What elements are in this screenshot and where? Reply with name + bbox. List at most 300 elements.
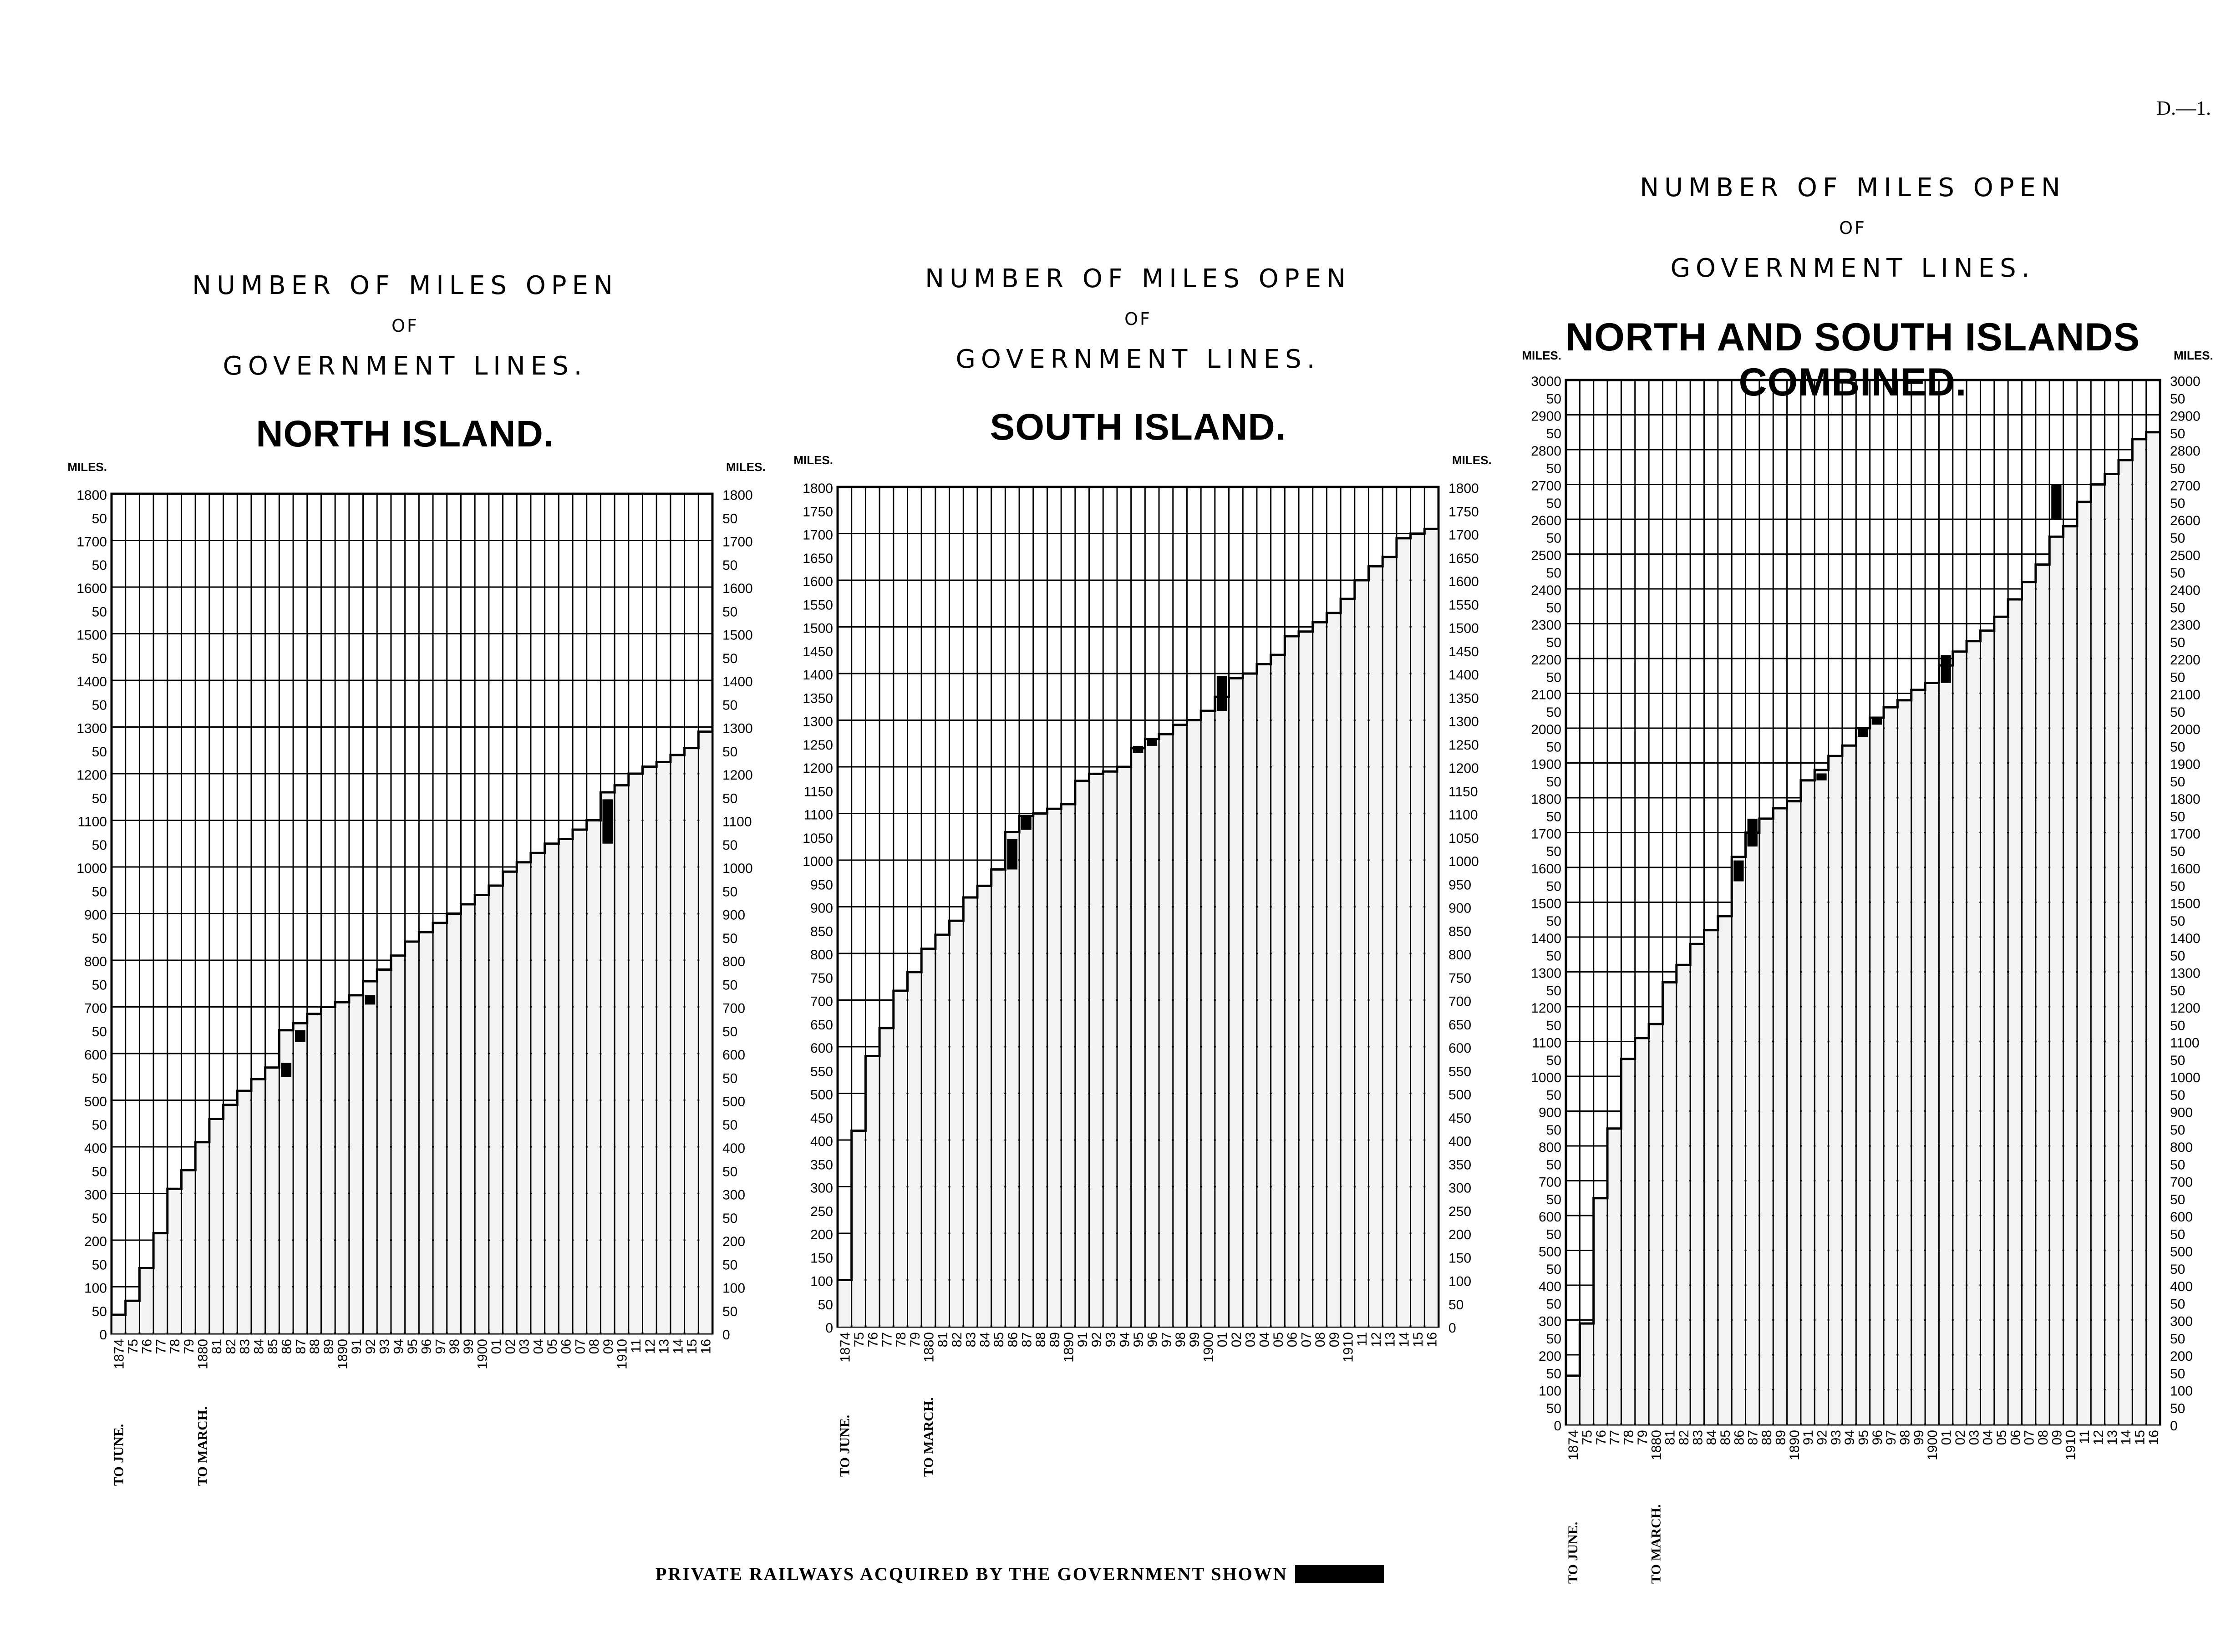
ytick-left: 50 [1546,1331,1561,1347]
ytick-left: 1300 [76,721,107,736]
bar [1774,808,1786,1424]
xtick-label: 81 [1662,1430,1678,1445]
ytick-right: 50 [2170,391,2185,407]
ytick-right: 1800 [2170,792,2201,807]
ytick-right: 1500 [1448,621,1479,636]
ytick-left: 500 [84,1094,107,1110]
ytick-left: 1500 [803,621,833,636]
ytick-right: 1200 [1448,761,1479,776]
xtick-label: 93 [1103,1332,1118,1348]
xtick-label: 77 [1607,1430,1623,1445]
ytick-left: 150 [810,1251,833,1266]
ytick-right: 600 [1448,1041,1472,1056]
xtick-label: 86 [1005,1332,1021,1348]
ytick-right: 50 [722,1304,738,1319]
xtick-label: 1880 [1649,1430,1664,1460]
ytick-right: 500 [1448,1087,1472,1103]
xtick-label: 98 [1173,1332,1189,1348]
ytick-right: 2500 [2170,548,2201,563]
xtick-label: 04 [1980,1430,1996,1445]
ytick-left: 50 [1546,704,1561,720]
xtick-label: 86 [279,1339,295,1354]
ytick-right: 1800 [722,488,753,503]
xtick-label: 11 [1355,1332,1370,1347]
ytick-right: 150 [1448,1251,1472,1266]
ytick-left: 50 [1546,461,1561,476]
xtick-label: 94 [391,1339,407,1354]
ytick-left: 750 [810,971,833,986]
xtick-label: 99 [1187,1332,1202,1348]
ytick-right: 0 [722,1328,730,1343]
ytick-right: 2800 [2170,444,2201,459]
ytick-left: 2600 [1531,513,1561,528]
ytick-left: 50 [1546,635,1561,650]
xtick-label: 79 [907,1332,923,1348]
bar [1636,1038,1648,1424]
ytick-left: 50 [91,931,107,946]
ytick-left: 100 [1538,1383,1561,1399]
ytick-right: 50 [2170,913,2185,929]
xtick-label: 78 [894,1332,909,1348]
bar [1898,700,1910,1424]
ytick-right: 1750 [1448,504,1479,520]
ytick-right: 50 [2170,1053,2185,1068]
ytick-left: 1800 [1531,792,1561,807]
ytick-left: 300 [810,1181,833,1196]
xtick-label: 79 [181,1339,197,1354]
xtick-label: 92 [1814,1430,1830,1445]
ytick-right: 0 [1448,1321,1456,1336]
ytick-right: 600 [722,1048,746,1063]
xtick-label: 89 [1773,1430,1789,1445]
xtick-label: 95 [1131,1332,1146,1348]
xtick-label: 97 [433,1339,448,1354]
bar [1981,631,1993,1424]
bar [2119,460,2131,1424]
xtick-label: 82 [223,1339,239,1354]
ytick-left: 50 [1546,1088,1561,1103]
yaxis-label-left: MILES. [793,453,833,467]
xtick-label: 94 [1842,1430,1858,1445]
heading-line-2: OF [391,316,419,336]
ytick-left: 2400 [1531,583,1561,598]
ytick-left: 50 [91,1257,107,1273]
ytick-left: 950 [810,877,833,893]
bar [1622,1059,1634,1424]
ytick-right: 1400 [722,674,753,689]
xtick-label: 99 [461,1339,476,1354]
ytick-left: 50 [1546,670,1561,685]
ytick-left: 50 [1546,844,1561,859]
xtick-label: 14 [671,1339,686,1354]
ytick-left: 800 [810,948,833,963]
ytick-right: 1500 [722,628,753,643]
ytick-right: 50 [722,1071,738,1086]
ytick-left: 1050 [803,831,833,846]
ytick-right: 50 [722,1211,738,1226]
ytick-right: 1200 [722,768,753,783]
xtick-label: 79 [1635,1430,1650,1445]
xtick-label: 1890 [1787,1430,1802,1460]
ytick-right: 50 [2170,740,2185,755]
ytick-right: 2200 [2170,653,2201,668]
ytick-left: 50 [91,1304,107,1319]
ytick-right: 50 [2170,809,2185,825]
acquired-block [1748,819,1758,846]
ytick-right: 50 [2170,635,2185,650]
ytick-left: 2000 [1531,722,1561,737]
xtick-label: 09 [1327,1332,1342,1348]
ytick-right: 1550 [1448,598,1479,613]
ytick-right: 2600 [2170,513,2201,528]
ytick-left: 50 [1546,531,1561,546]
xtick-label: 99 [1911,1430,1926,1445]
xtick-label: 1880 [921,1332,937,1363]
xtick-label: 15 [2132,1430,2148,1445]
ytick-left: 1600 [803,574,833,589]
xtick-label: 02 [503,1339,518,1354]
xtick-label: 78 [168,1339,183,1354]
xtick-label: 06 [2008,1430,2023,1445]
ytick-left: 650 [810,1017,833,1033]
chart-title-north: NORTH ISLAND. [256,413,554,455]
ytick-right: 50 [722,978,738,993]
ytick-left: 1800 [76,488,107,503]
legend [656,1563,1384,1585]
ytick-left: 1300 [1531,966,1561,981]
xtick-label: 14 [1397,1332,1412,1348]
acquired-block [1816,773,1826,780]
xtick-label: 83 [963,1332,979,1348]
ytick-right: 1650 [1448,551,1479,566]
xtick-label: 12 [2091,1430,2106,1445]
ytick-left: 1800 [803,481,833,496]
xtick-label: 98 [447,1339,462,1354]
xtick-label: 75 [1580,1430,1595,1445]
ytick-right: 50 [2170,670,2185,685]
xtick-label: 89 [1047,1332,1062,1348]
chart-title-south: SOUTH ISLAND. [990,406,1286,448]
ytick-left: 50 [91,651,107,666]
bar [1995,617,2007,1424]
ytick-right: 200 [722,1234,746,1249]
xtick-label: 01 [1215,1332,1230,1348]
ytick-right: 400 [722,1141,746,1156]
xtick-label: 1874 [838,1332,853,1363]
bar [1857,728,1869,1424]
ytick-left: 800 [1538,1140,1561,1155]
xtick-label: 76 [865,1332,881,1348]
ytick-right: 650 [1448,1017,1472,1033]
ytick-left: 850 [810,924,833,939]
xtick-label: 81 [209,1339,225,1354]
ytick-right: 50 [2170,600,2185,616]
ytick-left: 50 [1546,1297,1561,1312]
xtick-label: 03 [517,1339,532,1354]
ytick-left: 50 [1546,600,1561,616]
xtick-label: 03 [1967,1430,1982,1445]
ytick-left: 50 [91,1024,107,1039]
ytick-left: 1200 [1531,1001,1561,1016]
xtick-label: 1900 [475,1339,490,1369]
bar [1677,965,1689,1424]
ytick-right: 1350 [1448,691,1479,706]
xtick-label: 96 [419,1339,434,1354]
ytick-right: 50 [2170,948,2185,964]
ytick-right: 100 [1448,1274,1472,1289]
ytick-right: 1600 [722,581,753,596]
ytick-left: 50 [1546,809,1561,825]
bar [2064,526,2076,1424]
ytick-left: 3000 [1531,374,1561,389]
xtick-label: 86 [1732,1430,1747,1445]
ytick-right: 50 [2170,1192,2185,1207]
bar [1871,718,1883,1424]
ytick-left: 500 [1538,1244,1561,1260]
yaxis-label-left: MILES. [67,460,107,474]
ytick-right: 50 [722,698,738,713]
ytick-left: 2100 [1531,687,1561,703]
xtick-label: 16 [2146,1430,2161,1445]
ytick-left: 50 [1546,1018,1561,1034]
ytick-left: 1100 [1532,1035,1561,1051]
bar [1967,641,1979,1424]
xtick-label: 96 [1870,1430,1885,1445]
ytick-left: 600 [1538,1210,1561,1225]
period-label: TO JUNE. [111,1424,127,1486]
xtick-label: 81 [935,1332,951,1348]
ytick-left: 1700 [803,527,833,543]
xtick-label: 92 [1089,1332,1104,1348]
ytick-right: 550 [1448,1064,1472,1079]
yaxis-label-right: MILES. [1452,453,1492,467]
ytick-left: 50 [1546,1227,1561,1242]
bar [1567,1376,1579,1424]
ytick-right: 50 [722,557,738,573]
ytick-left: 1500 [1531,896,1561,912]
ytick-right: 1300 [1448,714,1479,730]
xtick-label: 77 [153,1339,169,1354]
ytick-left: 1400 [76,674,107,689]
xtick-label: 1910 [2063,1430,2079,1460]
ytick-right: 1400 [2170,931,2201,946]
xtick-label: 1874 [112,1339,127,1369]
heading-line-1: NUMBER OF MILES OPEN [925,264,1351,294]
chart-title-combined: NORTH AND SOUTH ISLANDS COMBINED. [1565,315,2140,404]
ytick-left: 800 [84,954,107,969]
bar [1885,707,1896,1424]
ytick-left: 200 [810,1227,833,1242]
ytick-left: 0 [99,1328,107,1343]
xtick-label: 85 [991,1332,1007,1348]
xtick-label: 09 [600,1339,616,1354]
xtick-label: 78 [1621,1430,1637,1445]
ytick-right: 100 [2170,1383,2193,1399]
bar [1940,665,1952,1424]
ytick-right: 2300 [2170,618,2201,633]
ytick-right: 1250 [1448,737,1479,753]
ytick-left: 700 [1538,1175,1561,1190]
ytick-right: 1000 [1448,854,1479,869]
bar [1663,982,1675,1424]
ytick-right: 50 [722,604,738,620]
ytick-left: 350 [810,1157,833,1173]
ytick-right: 300 [1448,1181,1472,1196]
ytick-left: 1000 [76,861,107,876]
xtick-label: 14 [2119,1430,2134,1445]
ytick-left: 50 [91,604,107,620]
ytick-left: 50 [1546,774,1561,790]
ytick-left: 50 [818,1297,833,1312]
ytick-right: 100 [722,1281,746,1296]
ytick-left: 2900 [1531,409,1561,424]
heading-line-3: GOVERNMENT LINES. [223,351,588,381]
xtick-label: 89 [321,1339,336,1354]
ytick-left: 50 [91,557,107,573]
xtick-label: 77 [879,1332,895,1348]
ytick-left: 200 [1538,1349,1561,1364]
ytick-left: 400 [84,1141,107,1156]
ytick-left: 200 [84,1234,107,1249]
heading-line-3: GOVERNMENT LINES. [1670,253,2035,283]
ytick-right: 50 [2170,496,2185,511]
ytick-left: 50 [1546,565,1561,581]
ytick-left: 50 [1546,1157,1561,1173]
ytick-right: 50 [722,837,738,853]
xtick-label: 88 [1759,1430,1775,1445]
ytick-left: 0 [825,1321,833,1336]
ytick-right: 1100 [2170,1035,2200,1051]
ytick-left: 1500 [76,628,107,643]
ytick-left: 50 [1546,913,1561,929]
ytick-left: 1600 [1531,861,1561,877]
bar [1733,857,1744,1424]
ytick-right: 50 [2170,1018,2185,1034]
ytick-left: 50 [1546,426,1561,441]
xtick-label: 11 [2077,1430,2093,1444]
ytick-left: 1400 [803,668,833,683]
ytick-right: 1700 [722,534,753,550]
ytick-right: 400 [2170,1279,2193,1294]
ytick-left: 2200 [1531,653,1561,668]
xtick-label: 84 [251,1339,267,1354]
xtick-label: 01 [1939,1430,1954,1445]
xtick-label: 96 [1145,1332,1160,1348]
xtick-label: 04 [1257,1332,1272,1348]
bar [2147,432,2159,1424]
page-reference: D.—1. [2156,97,2211,119]
xtick-label: 91 [1075,1332,1091,1348]
ytick-left: 400 [810,1134,833,1149]
ytick-right: 1600 [2170,861,2201,877]
heading-line-1: NUMBER OF MILES OPEN [192,271,618,300]
xtick-label: 15 [684,1339,700,1354]
ytick-right: 50 [722,1257,738,1273]
ytick-right: 50 [722,1164,738,1180]
ytick-right: 50 [722,884,738,900]
xtick-label: 97 [1159,1332,1174,1348]
ytick-right: 50 [2170,983,2185,998]
ytick-left: 1150 [803,784,833,800]
yaxis-label-left: MILES. [1522,349,1561,362]
ytick-right: 1900 [2170,757,2201,772]
ytick-right: 500 [2170,1244,2193,1260]
ytick-right: 2000 [2170,722,2201,737]
ytick-left: 50 [1546,879,1561,894]
ytick-left: 1000 [1531,1070,1561,1085]
bar [2106,474,2118,1424]
ytick-right: 50 [2170,774,2185,790]
xtick-label: 1880 [195,1339,211,1369]
ytick-left: 300 [84,1187,107,1203]
ytick-left: 1300 [803,714,833,730]
ytick-left: 50 [1546,1053,1561,1068]
yaxis-label-right: MILES. [726,460,766,474]
xtick-label: 08 [2036,1430,2051,1445]
ytick-left: 50 [1546,391,1561,407]
ytick-left: 50 [1546,1401,1561,1416]
ytick-right: 300 [2170,1314,2193,1329]
acquired-block [1858,728,1868,737]
acquired-block [1941,655,1951,683]
ytick-right: 50 [2170,1227,2185,1242]
ytick-left: 50 [1546,983,1561,998]
ytick-right: 50 [2170,1088,2185,1103]
ytick-left: 700 [84,1001,107,1016]
period-label: TO MARCH. [1648,1504,1664,1584]
ytick-right: 750 [1448,971,1472,986]
xtick-label: 1874 [1566,1430,1581,1460]
ytick-right: 200 [1448,1227,1472,1242]
ytick-right: 50 [722,791,738,806]
ytick-right: 900 [722,907,746,923]
ytick-left: 550 [810,1064,833,1079]
xtick-label: 1890 [1061,1332,1077,1363]
xtick-label: 87 [1745,1430,1761,1445]
ytick-right: 50 [2170,704,2185,720]
ytick-left: 100 [810,1274,833,1289]
xtick-label: 76 [139,1339,155,1354]
ytick-right: 50 [2170,844,2185,859]
ytick-left: 50 [1546,1366,1561,1382]
xtick-label: 12 [642,1339,658,1354]
bar [2037,564,2048,1424]
acquired-block [2051,485,2061,520]
xtick-label: 02 [1229,1332,1244,1348]
xtick-label: 03 [1243,1332,1258,1348]
bar [1912,690,1924,1424]
bar [1954,652,1966,1424]
ytick-left: 700 [810,994,833,1009]
ytick-left: 50 [91,884,107,900]
bar [1760,819,1772,1424]
ytick-right: 1400 [1448,668,1479,683]
xtick-label: 07 [573,1339,588,1354]
ytick-right: 50 [722,511,738,527]
ytick-right: 50 [1448,1297,1464,1312]
ytick-left: 2300 [1531,618,1561,633]
xtick-label: 1900 [1925,1430,1941,1460]
ytick-right: 50 [2170,1331,2185,1347]
ytick-right: 450 [1448,1110,1472,1126]
ytick-left: 1400 [1531,931,1561,946]
ytick-right: 1800 [1448,481,1479,496]
xtick-label: 83 [1690,1430,1706,1445]
ytick-left: 50 [1546,1262,1561,1277]
ytick-right: 50 [2170,531,2185,546]
xtick-label: 88 [307,1339,323,1354]
ytick-left: 1200 [803,761,833,776]
